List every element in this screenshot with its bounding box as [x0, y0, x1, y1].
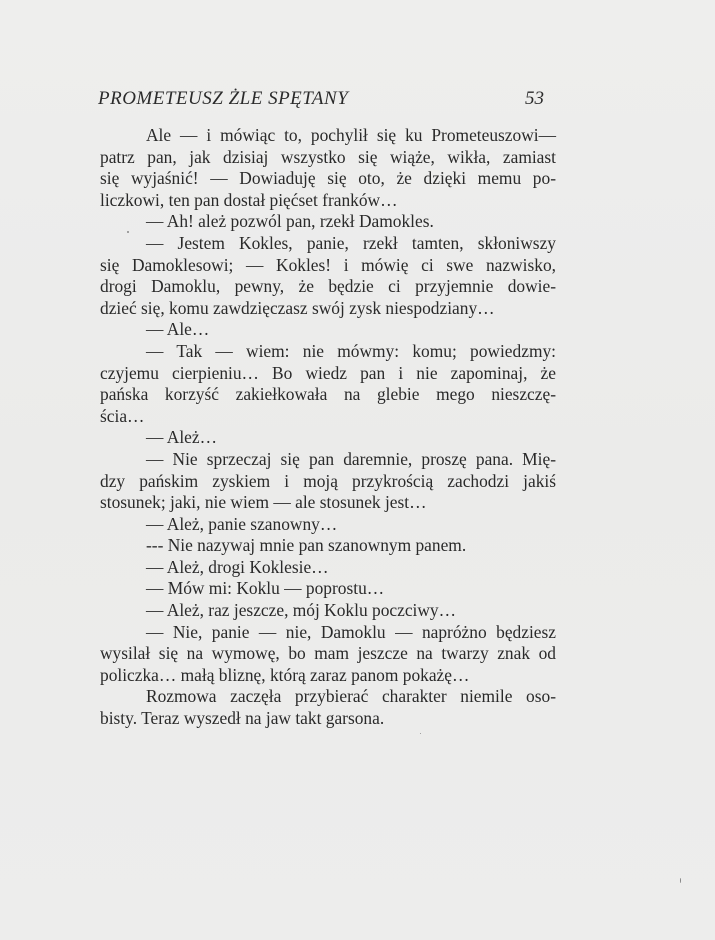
paper-speck [127, 231, 129, 233]
text-line: stosunek; jaki, nie wiem — ale stosunek jest… [100, 492, 427, 513]
text-line: wysilał się na wymowę, bo mam jeszcze na twarzy znak od [100, 643, 556, 664]
text-line: dzieć się, komu zawdzięczasz swój zysk niespodziany… [100, 297, 495, 318]
body-text [100, 125, 556, 730]
text-line: Ale — i mówiąc to, pochylił się ku Prometeuszowi— [146, 125, 556, 145]
text-line: --- Nie nazywaj mnie pan szanownym panem. [146, 535, 467, 556]
text-line: — Ależ, drogi Koklesie… [146, 556, 329, 577]
text-line: — Ależ, raz jeszcze, mój Koklu poczciwy… [146, 600, 457, 621]
text-line: — Ale… [146, 319, 210, 340]
text-line: patrz pan, jak dzisiaj wszystko się wiąże, wikła, zamiast [100, 146, 556, 167]
text-line: się wyjaśnić! — Dowiaduję się oto, że dzięki memu po- [100, 168, 556, 189]
text-line: czyjemu cierpieniu… Bo wiedz pan i nie zapominaj, że [100, 362, 556, 383]
text-line: — Tak — wiem: nie mówmy: komu; powiedzmy: [146, 340, 556, 361]
text-line: dzy pańskim zyskiem i moją przykrością zachodzi jakiś [100, 470, 556, 491]
running-title: PROMETEUSZ ŻLE SPĘTANY [98, 88, 349, 109]
text-line: ścia… [100, 405, 145, 426]
text-line: — Mów mi: Koklu — poprostu… [146, 578, 385, 599]
text-line: policzka… małą bliznę, którą zaraz panom pokażę… [100, 664, 470, 685]
text-line: — Nie, panie — nie, Damoklu — napróżno będziesz [146, 621, 556, 642]
paper-speck [680, 878, 681, 883]
text-line: Rozmowa zaczęła przybierać charakter niemile oso- [146, 686, 556, 707]
page-number: 53 [525, 88, 544, 109]
text-line: drogi Damoklu, pewny, że będzie ci przyjemnie dowie- [100, 276, 556, 297]
text-line: bisty. Teraz wyszedł na jaw takt garsona. [100, 708, 385, 729]
text-line: — Ah! ależ pozwól pan, rzekł Damokles. [146, 211, 434, 232]
text-line: — Nie sprzeczaj się pan daremnie, proszę pana. Mię- [146, 448, 556, 469]
text-line: — Ależ… [146, 427, 217, 448]
text-line: pańska korzyść zakiełkowała na glebie mego nieszczę- [100, 384, 556, 405]
text-line: się Damoklesowi; — Kokles! i mówię ci swe nazwisko, [100, 254, 556, 275]
running-header [98, 88, 544, 114]
paper-speck [420, 733, 421, 734]
text-line: — Ależ, panie szanowny… [146, 513, 338, 534]
text-line: liczkowi, ten pan dostał pięćset franków… [100, 189, 398, 210]
text-line: — Jestem Kokles, panie, rzekł tamten, skłoniwszy [146, 232, 556, 253]
